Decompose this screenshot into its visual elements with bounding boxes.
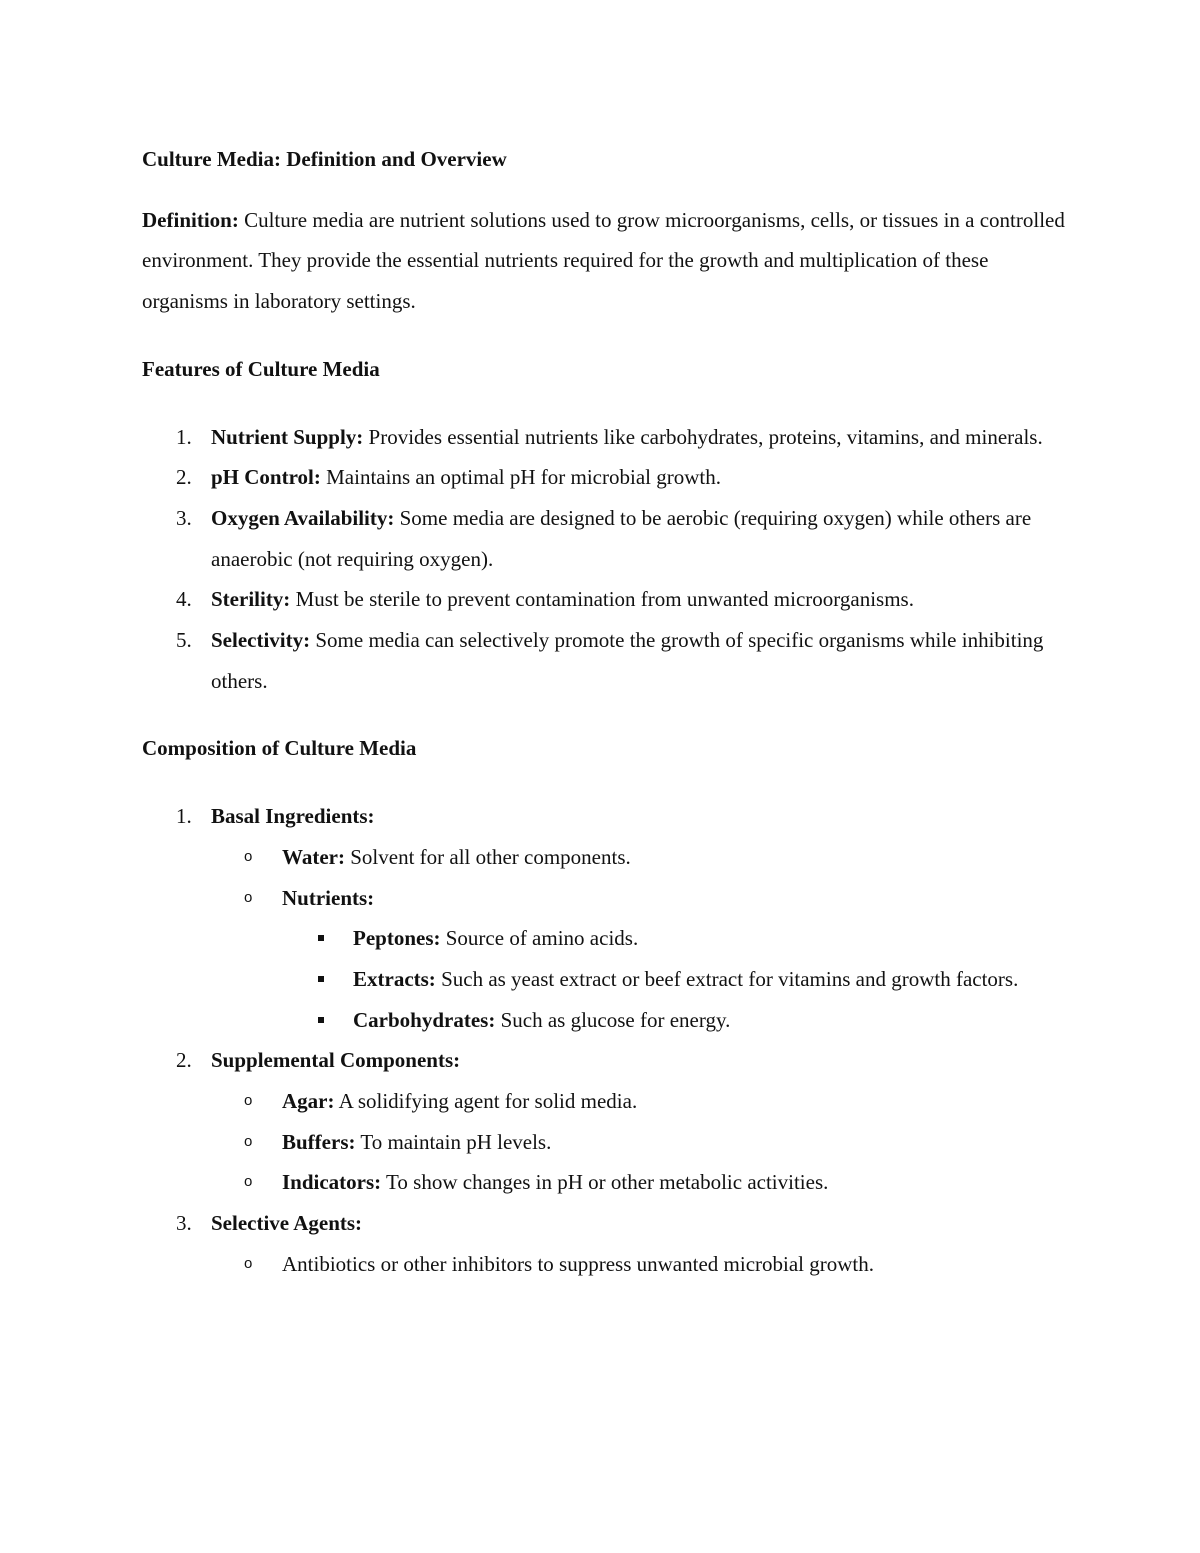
circle-bullet-icon: o [244,1132,253,1150]
selective-agents-label: Selective Agents: [211,1211,363,1236]
features-list-item [142,498,1072,579]
supplemental-text: To show changes in pH or other metabolic activities. [381,1170,829,1195]
definition-text: Culture media are nutrient solutions used to grow microorganisms, cells, or tissues in a controlled environment. They provide the essential nutrients required for the growth and multiplication of these organisms in laboratory settings. [142,207,1065,314]
sublist-item [211,1244,1072,1285]
definition-paragraph [142,200,1072,322]
feature-text: Must be sterile to prevent contamination from unwanted microorganisms. [290,587,914,612]
nutrient-text: Such as glucose for energy. [495,1007,731,1032]
sublist-item [211,1122,1072,1163]
composition-list [142,796,1072,1284]
feature-text: Maintains an optimal pH for microbial growth. [320,465,721,490]
features-heading: Features of Culture Media [142,356,380,381]
circle-bullet-icon: o [244,1173,253,1191]
supplemental-label: Indicators: [282,1170,382,1195]
feature-label: Nutrient Supply: [211,424,364,449]
feature-text: Some media are designed to be aerobic (requiring oxygen) while others are anaerobic (not requiring oxygen). [211,505,1032,571]
circle-bullet-icon: o [244,888,253,906]
feature-text: Provides essential nutrients like carbohydrates, proteins, vitamins, and minerals. [363,424,1043,449]
sublist-item [211,1081,1072,1122]
selective-text: Antibiotics or other inhibitors to suppress unwanted microbial growth. [282,1251,874,1276]
square-bullet-icon [318,1017,324,1023]
document-page [142,139,1072,1312]
list-number: 4. [176,587,192,612]
list-number: 2. [176,465,192,490]
list-number: 3. [176,1211,192,1236]
composition-list-item [142,1040,1072,1203]
nutrient-item [282,918,1072,959]
nutrients-label: Nutrients: [282,885,375,910]
supplemental-label: Agar: [282,1089,335,1114]
circle-bullet-icon: o [244,1092,253,1110]
nutrient-label: Extracts: [353,966,436,991]
definition-label: Definition: [142,207,239,232]
square-bullet-icon [318,935,324,941]
list-number: 2. [176,1048,192,1073]
basal-ingredients-label: Basal Ingredients: [211,804,375,829]
features-list-item [142,417,1072,458]
nutrient-text: Source of amino acids. [440,926,639,951]
supplemental-text: A solidifying agent for solid media. [334,1089,638,1114]
features-list-item [142,579,1072,620]
nutrient-text: Such as yeast extract or beef extract for vitamins and growth factors. [435,966,1019,991]
feature-label: pH Control: [211,465,321,490]
features-list [142,417,1072,702]
features-list-item [142,457,1072,498]
document-title: Culture Media: Definition and Overview [142,147,507,171]
features-list-item [142,620,1072,701]
nutrient-item [282,959,1072,1000]
supplemental-label: Buffers: [282,1129,356,1154]
square-bullet-icon [318,976,324,982]
list-number: 3. [176,505,192,530]
list-number: 5. [176,628,192,653]
water-text: Solvent for all other components. [344,844,631,869]
selective-sublist [211,1244,1072,1285]
feature-label: Selectivity: [211,628,311,653]
supplemental-sublist [211,1081,1072,1203]
nutrients-sublist [282,918,1072,1040]
list-number: 1. [176,804,192,829]
feature-label: Oxygen Availability: [211,505,395,530]
circle-bullet-icon: o [244,847,253,865]
composition-heading: Composition of Culture Media [142,736,417,761]
feature-label: Sterility: [211,587,291,612]
composition-list-item [142,1203,1072,1284]
water-label: Water: [282,844,345,869]
sublist-item [211,878,1072,1041]
sublist-item [211,837,1072,878]
feature-text: Some media can selectively promote the growth of specific organisms while inhibiting others. [211,628,1044,693]
composition-list-item [142,796,1072,1040]
sublist-item [211,1162,1072,1203]
circle-bullet-icon: o [244,1254,253,1272]
list-number: 1. [176,424,192,449]
nutrient-label: Peptones: [353,926,441,951]
supplemental-text: To maintain pH levels. [355,1129,552,1154]
nutrient-item [282,1000,1072,1041]
basal-ingredients-sublist [211,837,1072,1041]
supplemental-components-label: Supplemental Components: [211,1048,461,1073]
nutrient-label: Carbohydrates: [353,1007,496,1032]
